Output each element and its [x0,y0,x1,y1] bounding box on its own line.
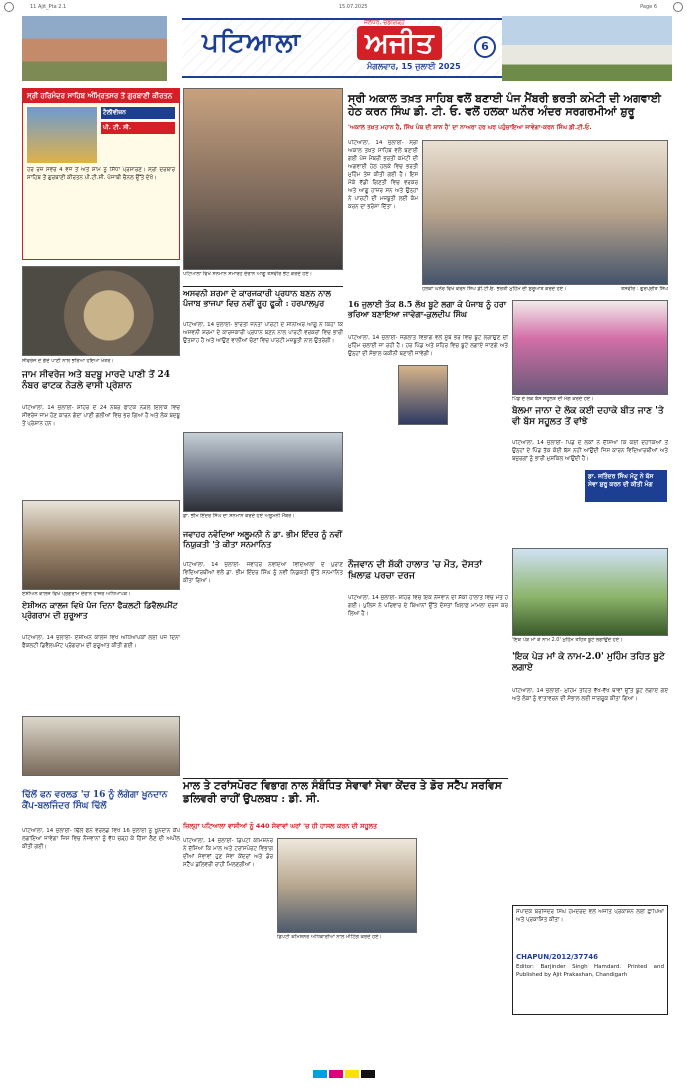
kirtan-box-body: ਹਰ ਰੋਜ਼ ਸਵੇਰੇ 4 ਵਜੇ ਤੋਂ ਅਤੇ ਸ਼ਾਮ ਨੂੰ ਸਿੱਧਾ ਪ੍ਰਸਾਰਣ। ਸ੍ਰੀ ਦਰਬਾਰ ਸਾਹਿਬ ਤੋਂ ਗੁਰਬਾਣੀ ਕੀਰਤਨ ਪੀ.ਟੀ.ਸੀ. ਪੰਜਾਬੀ ਚੈਨਲ ਉੱਤੇ ਦੇਖੋ। [27,167,175,182]
sewer-headline: ਜਾਮ ਸੀਵਰੇਜ ਅਤੇ ਬਦਬੂ ਮਾਰਦੇ ਪਾਣੀ ਤੋਂ 24 ਨੰਬਰ ਫਾਟਕ ਨੇੜਲੇ ਵਾਸੀ ਪ੍ਰੇਸ਼ਾਨ [22,370,171,391]
kirtan-box-title: ਸ੍ਰੀ ਹਰਿਮੰਦਰ ਸਾਹਿਬ ਅੰਮ੍ਰਿਤਸਰ ਤੋਂ ਗੁਰਬਾਣੀ ਕੀਰਤਨ [23,89,179,103]
bus-inset-quote: ਡਾ. ਜਤਿੰਦਰ ਸਿੰਘ ਮੱਟੂ ਨੇ ਬੱਸ ਸੇਵਾ ਸ਼ੁਰੂ ਕਰਨ ਦੀ ਕੀਤੀ ਮੰਗ [585,470,667,502]
imprint-text: ਸੰਪਾਦਕ ਬਰਜਿੰਦਰ ਸਿੰਘ ਹਮਦਰਦ ਵਲੋਂ ਅਜੀਤ ਪ੍ਰਕਾਸ਼ਨ ਲਈ ਛਾਪਿਆ ਅਤੇ ਪ੍ਰਕਾਸ਼ਿਤ ਕੀਤਾ। [516,909,664,923]
slug-left: 11 Ajit_Pta 2.1 [30,4,67,10]
youth-death-body: ਪਟਿਆਲਾ, 14 ਜੁਲਾਈ- ਸ਼ਹਿਰ ਵਿਚ ਇਕ ਨੌਜਵਾਨ ਦੀ ਸ਼ੱਕੀ ਹਾਲਾਤ ਵਿਚ ਮੌਤ ਹੋ ਗਈ। ਪੁਲਿਸ ਨੇ ਪਰਿਵਾਰ ਦੇ ਬਿਆਨਾਂ ਉੱਤੇ ਦੋਸਤਾਂ ਖ਼ਿਲਾਫ਼ ਮਾਮਲਾ ਦਰਜ ਕਰ ਲਿਆ ਹੈ। [348,595,508,617]
main-headline [348,92,668,118]
divider [183,778,508,779]
alumni-body: ਪਟਿਆਲਾ, 14 ਜੁਲਾਈ- ਜਵਾਹਰ ਨਵੋਦਿਆ ਵਿਦਿਆਲਾ ਦੇ ਪੁਰਾਣੇ ਵਿਦਿਆਰਥੀਆਂ ਵਲੋਂ ਡਾ. ਭੀਮ ਇੰਦਰ ਸਿੰਘ ਨੂੰ ਨਵੀਂ ਨਿਯੁਕਤੀ ਉੱਤੇ ਸਨਮਾਨਿਤ ਕੀਤਾ ਗਿਆ। [183,562,343,584]
masthead-photo-left [22,16,167,81]
plantation-photo [512,548,668,636]
bus-villagers-photo [512,300,668,395]
alumni-photo-caption: ਡਾ. ਭੀਮ ਇੰਦਰ ਸਿੰਘ ਦਾ ਸਨਮਾਨ ਕਰਦੇ ਹੋਏ ਅਲੂਮਨੀ ਮੈਂਬਰ। [183,513,295,519]
sewer-photo-caption: ਸੀਵਰੇਜ ਦੇ ਗੰਦੇ ਪਾਣੀ ਨਾਲ ਭਰਿਆ ਹੋਇਆ ਖੇਤਰ। [22,358,114,364]
slug-center: 15.07.2025 [338,4,368,10]
color-registration-strip [0,1070,687,1078]
center-photo [183,88,343,270]
golden-temple-photo [27,107,97,163]
divider [183,286,343,287]
blood-camp-body: ਪਟਿਆਲਾ, 14 ਜੁਲਾਈ- ਢਿੱਲੋਂ ਫਨ ਵਰਲਡ ਵਿਖੇ 16 ਜੁਲਾਈ ਨੂੰ ਖ਼ੂਨਦਾਨ ਕੈਂਪ ਲਗਾਇਆ ਜਾਵੇਗਾ ਜਿਸ ਵਿਚ ਨੌਜਵਾਨਾਂ ਨੂੰ ਵੱਧ ਚੜ੍ਹ ਕੇ ਹਿੱਸਾ ਲੈਣ ਦੀ ਅਪੀਲ ਕੀਤੀ ਗਈ। [22,828,180,850]
story-b-headline: 16 ਜੁਲਾਈ ਤੱਕ 8.5 ਲੱਖ ਬੂਟੇ ਲਗਾ ਕੇ ਪੰਜਾਬ ਨੂੰ ਹਰਾ ਭਰਿਆ ਬਣਾਇਆ ਜਾਵੇਗਾ-ਕੁਲਦੀਪ ਸਿੰਘ [348,299,507,319]
youth-death-headline: ਨੌਜਵਾਨ ਦੀ ਸ਼ੱਕੀ ਹਾਲਾਤ 'ਚ ਮੌਤ, ਦੋਸਤਾਂ ਖ਼ਿਲਾਫ਼ ਪਰਚਾ ਦਰਜ [348,560,483,581]
issue-date: ਮੰਗਲਵਾਰ, 15 ਜੁਲਾਈ 2025 [367,62,461,71]
main-photo-credit: ਤਸਵੀਰ : ਗੁਰਪ੍ਰੀਤ ਸਿੰਘ [621,286,668,292]
college-headline: ਏਸ਼ੀਅਨ ਕਾਲਜ ਵਿਖੇ ਪੰਜ ਦਿਨਾ ਫੈਕਲਟੀ ਡਿਵੈਲਪਮੈਂਟ ਪ੍ਰੋਗਰਾਮ ਦੀ ਸ਼ੁਰੂਆਤ [22,600,178,620]
main-headline-line1: ਸ੍ਰੀ ਅਕਾਲ ਤਖ਼ਤ ਸਾਹਿਬ ਵਲੋਂ ਬਣਾਈ ਪੰਜ ਮੈਂਬਰੀ ਭਰਤੀ ਕਮੇਟੀ ਦੀ ਅਗਵਾਈ [348,92,662,105]
bus-body: ਪਟਿਆਲਾ, 14 ਜੁਲਾਈ- ਪਿੰਡ ਦੇ ਲੋਕਾਂ ਨੇ ਦੱਸਿਆ ਕਿ ਕਈ ਦਹਾਕਿਆਂ ਤੋਂ ਉਨ੍ਹਾਂ ਦੇ ਪਿੰਡ ਤੱਕ ਕੋਈ ਬੱਸ ਨਹੀਂ ਆਉਂਦੀ ਜਿਸ ਕਾਰਨ ਵਿਦਿਆਰਥੀਆਂ ਅਤੇ ਬਜ਼ੁਰਗਾਂ ਨੂੰ ਭਾਰੀ ਮੁਸ਼ਕਿਲ ਆਉਂਦੀ ਹੈ। [512,440,668,462]
alumni-photo [183,432,343,512]
services-body: ਪਟਿਆਲਾ, 14 ਜੁਲਾਈ- ਡਿਪਟੀ ਕਮਿਸ਼ਨਰ ਨੇ ਦੱਸਿਆ ਕਿ ਮਾਲ ਅਤੇ ਟਰਾਂਸਪੋਰਟ ਵਿਭਾਗ ਦੀਆਂ ਸੇਵਾਵਾਂ ਹੁਣ ਸੇਵਾ ਕੇਂਦਰਾਂ ਅਤੇ ਡੋਰ ਸਟੈੱਪ ਡਲਿਵਰੀ ਰਾਹੀਂ ਮਿਲਣਗੀਆਂ। [183,838,273,868]
college-group-photo [22,716,180,776]
registration-mark-icon [673,2,683,12]
story-b-portrait [398,365,448,425]
services-kicker: ਜ਼ਿਲ੍ਹਾ ਪਟਿਆਲਾ ਵਾਸੀਆਂ ਨੂੰ 440 ਸੇਵਾਵਾਂ ਘਰਾਂ 'ਚ ਹੀ ਹਾਸਲ ਕਰਨ ਦੀ ਸਹੂਲਤ [183,822,378,830]
kirtan-box [22,88,180,260]
main-photo-caption: ਹਲਕਾ ਘਨੌਰ ਵਿਖੇ ਕਰਨ ਸਿੰਘ ਡੀ.ਟੀ.ਓ. ਭਰਤੀ ਮੁਹਿੰਮ ਦੀ ਸ਼ੁਰੂਆਤ ਕਰਦੇ ਹੋਏ। [422,286,567,292]
print-slug [0,0,687,14]
edition-label: ਜਲੰਧਰ, ਚੰਡੀਗੜ੍ਹ [364,19,405,26]
story-a-body: ਪਟਿਆਲਾ, 14 ਜੁਲਾਈ- ਭਾਰਤੀ ਜਨਤਾ ਪਾਰਟੀ ਦੇ ਸੀਨੀਅਰ ਆਗੂ ਨੇ ਕਿਹਾ ਕਿ ਅਸਵਨੀ ਸ਼ਰਮਾ ਦੇ ਕਾਰਜਕਾਰੀ ਪ੍ਰਧਾਨ ਬਣਨ ਨਾਲ ਪਾਰਟੀ ਵਰਕਰਾਂ ਵਿਚ ਭਾਰੀ ਉਤਸ਼ਾਹ ਹੈ ਅਤੇ ਆਉਣ ਵਾਲੀਆਂ ਚੋਣਾਂ ਵਿਚ ਪਾਰਟੀ ਮਜ਼ਬੂਤੀ ਨਾਲ ਉਤਰੇਗੀ। [183,322,343,344]
yellow-swatch-icon [345,1070,359,1078]
plantation-body: ਪਟਿਆਲਾ, 14 ਜੁਲਾਈ- ਮੁਹਿੰਮ ਤਹਿਤ ਵੱਖ-ਵੱਖ ਥਾਵਾਂ ਉੱਤੇ ਬੂਟੇ ਲਗਾਏ ਗਏ ਅਤੇ ਲੋਕਾਂ ਨੂੰ ਵਾਤਾਵਰਨ ਦੀ ਸੰਭਾਲ ਲਈ ਜਾਗਰੂਕ ਕੀਤਾ ਗਿਆ। [512,688,668,702]
black-swatch-icon [361,1070,375,1078]
center-photo-caption: ਪਟਿਆਲਾ ਵਿਖੇ ਸਨਮਾਨ ਸਮਾਰੋਹ ਦੌਰਾਨ ਆਗੂ ਤਸਵੀਰ ਭੇਟ ਕਰਦੇ ਹੋਏ। [183,271,313,277]
plantation-headline: 'ਇਕ ਪੇੜ ਮਾਂ ਕੇ ਨਾਮ-2.0' ਮੁਹਿੰਮ ਤਹਿਤ ਬੂਟੇ ਲਗਾਏ [512,652,665,673]
imprint-line2: Editor: Barjinder Singh Hamdard. Printed and Published by Ajit Prakashan, Chandigarh [516,964,664,978]
services-headline: ਮਾਲ ਤੇ ਟਰਾਂਸਪੋਰਟ ਵਿਭਾਗ ਨਾਲ ਸੰਬੰਧਿਤ ਸੇਵਾਵਾਂ ਸੇਵਾ ਕੇਂਦਰ ਤੇ ਡੋਰ ਸਟੈੱਪ ਸਰਵਿਸ ਡਲਿਵਰੀ ਰਾਹੀਂ ਉਪਲਬਧ : ਡੀ. ਸੀ. [183,780,502,805]
slug-right: Page 6 [640,4,657,10]
main-kicker: 'ਅਕਾਲ ਤਖ਼ਤ ਮਹਾਨ ਹੈ, ਸਿੱਖ ਪੰਥ ਦੀ ਸ਼ਾਨ ਹੈ' ਦਾ ਨਾਅਰਾ ਹਰ ਘਰ ਪਹੁੰਚਾਇਆ ਜਾਵੇਗਾ-ਕਰਨ ਸਿੰਘ ਡੀ.ਟੀ.ਓ. [348,124,592,131]
services-photo-caption: ਡਿਪਟੀ ਕਮਿਸ਼ਨਰ ਅਧਿਕਾਰੀਆਂ ਨਾਲ ਮੀਟਿੰਗ ਕਰਦੇ ਹੋਏ। [277,934,382,940]
magenta-swatch-icon [329,1070,343,1078]
tv-tag: ਟੈਲੀਵੀਜ਼ਨ [101,107,175,119]
alumni-headline: ਜਵਾਹਰ ਨਵੋਦਿਆ ਅਲੂਮਨੀ ਨੇ ਡਾ. ਭੀਮ ਇੰਦਰ ਨੂੰ ਨਵੀਂ ਨਿਯੁਕਤੀ 'ਤੇ ਕੀਤਾ ਸਨਮਾਨਿਤ [183,529,342,549]
registration-mark-icon [4,2,14,12]
city-title: ਪਟਿਆਲਾ [202,28,302,58]
masthead-title-panel [182,18,502,78]
blood-camp-headline: ਢਿੱਲੋਂ ਫਨ ਵਰਲਡ 'ਚ 16 ਨੂੰ ਲੱਗੇਗਾ ਖ਼ੂਨਦਾਨ ਕੈਂਪ-ਬਲਜਿੰਦਰ ਸਿੰਘ ਢਿੱਲੋਂ [22,790,168,811]
college-photo [22,500,180,590]
main-body: ਪਟਿਆਲਾ, 14 ਜੁਲਾਈ- ਸ੍ਰੀ ਅਕਾਲ ਤਖ਼ਤ ਸਾਹਿਬ ਵਲੋਂ ਬਣਾਈ ਗਈ ਪੰਜ ਮੈਂਬਰੀ ਭਰਤੀ ਕਮੇਟੀ ਦੀ ਅਗਵਾਈ ਹੇਠ ਹਲਕੇ ਵਿਚ ਭਰਤੀ ਮੁਹਿੰਮ ਤੇਜ਼ ਕੀਤੀ ਗਈ ਹੈ। ਇਸ ਮੌਕੇ ਵੱਡੀ ਗਿਣਤੀ ਵਿਚ ਵਰਕਰ ਅਤੇ ਆਗੂ ਹਾਜ਼ਰ ਸਨ ਅਤੇ ਉਨ੍ਹਾਂ ਨੇ ਪਾਰਟੀ ਦੀ ਮਜ਼ਬੂਤੀ ਲਈ ਕੰਮ ਕਰਨ ਦਾ ਭਰੋਸਾ ਦਿੱਤਾ। [348,140,418,210]
bus-photo-caption: ਪਿੰਡ ਦੇ ਲੋਕ ਬੱਸ ਸਹੂਲਤ ਦੀ ਮੰਗ ਕਰਦੇ ਹੋਏ। [512,396,594,402]
college-photo-caption: ਏਸ਼ੀਅਨ ਕਾਲਜ ਵਿਖੇ ਪ੍ਰੋਗਰਾਮ ਦੌਰਾਨ ਹਾਜ਼ਰ ਅਧਿਆਪਕ। [22,591,131,597]
services-photo [277,838,417,933]
masthead [22,16,672,81]
story-b-body: ਪਟਿਆਲਾ, 14 ਜੁਲਾਈ- ਜੰਗਲਾਤ ਵਿਭਾਗ ਵਲੋਂ ਸੂਬੇ ਭਰ ਵਿਚ ਬੂਟੇ ਲਗਾਉਣ ਦੀ ਮੁਹਿੰਮ ਚਲਾਈ ਜਾ ਰਹੀ ਹੈ। ਹਰ ਪਿੰਡ ਅਤੇ ਸ਼ਹਿਰ ਵਿਚ ਬੂਟੇ ਲਗਾਏ ਜਾਣਗੇ ਅਤੇ ਉਨ੍ਹਾਂ ਦੀ ਸੰਭਾਲ ਯਕੀਨੀ ਬਣਾਈ ਜਾਵੇਗੀ। [348,335,508,357]
plantation-photo-caption: 'ਇਕ ਪੇੜ ਮਾਂ ਕੇ ਨਾਮ 2.0' ਮੁਹਿੰਮ ਤਹਿਤ ਬੂਟੇ ਲਗਾਉਂਦੇ ਹੋਏ। [512,637,623,643]
bus-headline: ਬੋਲਮਾ ਜਾਨਾ ਦੇ ਲੋਕ ਕਈ ਦਹਾਕੇ ਬੀਤ ਜਾਣ 'ਤੇ ਵੀ ਬੱਸ ਸਹੂਲਤ ਤੋਂ ਵਾਂਝੇ [512,406,664,427]
imprint-reg: CHAPUN/2012/37746 [516,953,599,961]
sewer-photo [22,266,180,356]
page-number: 6 [474,36,496,58]
main-photo [422,140,668,285]
paper-logo: ਅਜੀਤ [357,26,442,60]
imprint-box [512,905,668,1015]
masthead-photo-right [502,16,672,81]
main-headline-line2: ਹੇਠ ਕਰਨ ਸਿੰਘ ਡੀ. ਟੀ. ਓ. ਵਲੋਂ ਹਲਕਾ ਘਨੌਰ ਅੰਦਰ ਸਰਗਰਮੀਆਂ ਸ਼ੁਰੂ [348,105,635,119]
cyan-swatch-icon [313,1070,327,1078]
story-a-headline: ਅਸਵਨੀ ਸ਼ਰਮਾ ਦੇ ਕਾਰਜਕਾਰੀ ਪ੍ਰਧਾਨ ਬਣਨ ਨਾਲ ਪੰਜਾਬ ਭਾਜਪਾ ਵਿਚ ਨਵੀਂ ਰੂਹ ਫੂਕੀ : ਹਰਪਾਲਪੁਰ [183,288,331,308]
sewer-body: ਪਟਿਆਲਾ, 14 ਜੁਲਾਈ- ਸ਼ਹਿਰ ਦੇ 24 ਨੰਬਰ ਫਾਟਕ ਨੇੜਲੇ ਇਲਾਕੇ ਵਿਚ ਸੀਵਰੇਜ ਜਾਮ ਹੋਣ ਕਾਰਨ ਗੰਦਾ ਪਾਣੀ ਗਲੀਆਂ ਵਿਚ ਭਰ ਗਿਆ ਹੈ ਅਤੇ ਲੋਕ ਬਦਬੂ ਤੋਂ ਪ੍ਰੇਸ਼ਾਨ ਹਨ। [22,405,180,427]
ptc-tag: ਪੀ. ਟੀ. ਸੀ. [101,122,175,134]
college-body: ਪਟਿਆਲਾ, 14 ਜੁਲਾਈ- ਏਸ਼ੀਅਨ ਕਾਲਜ ਵਿਖੇ ਅਧਿਆਪਕਾਂ ਲਈ ਪੰਜ ਦਿਨਾ ਫੈਕਲਟੀ ਡਿਵੈਲਪਮੈਂਟ ਪ੍ਰੋਗਰਾਮ ਦੀ ਸ਼ੁਰੂਆਤ ਕੀਤੀ ਗਈ। [22,635,180,649]
